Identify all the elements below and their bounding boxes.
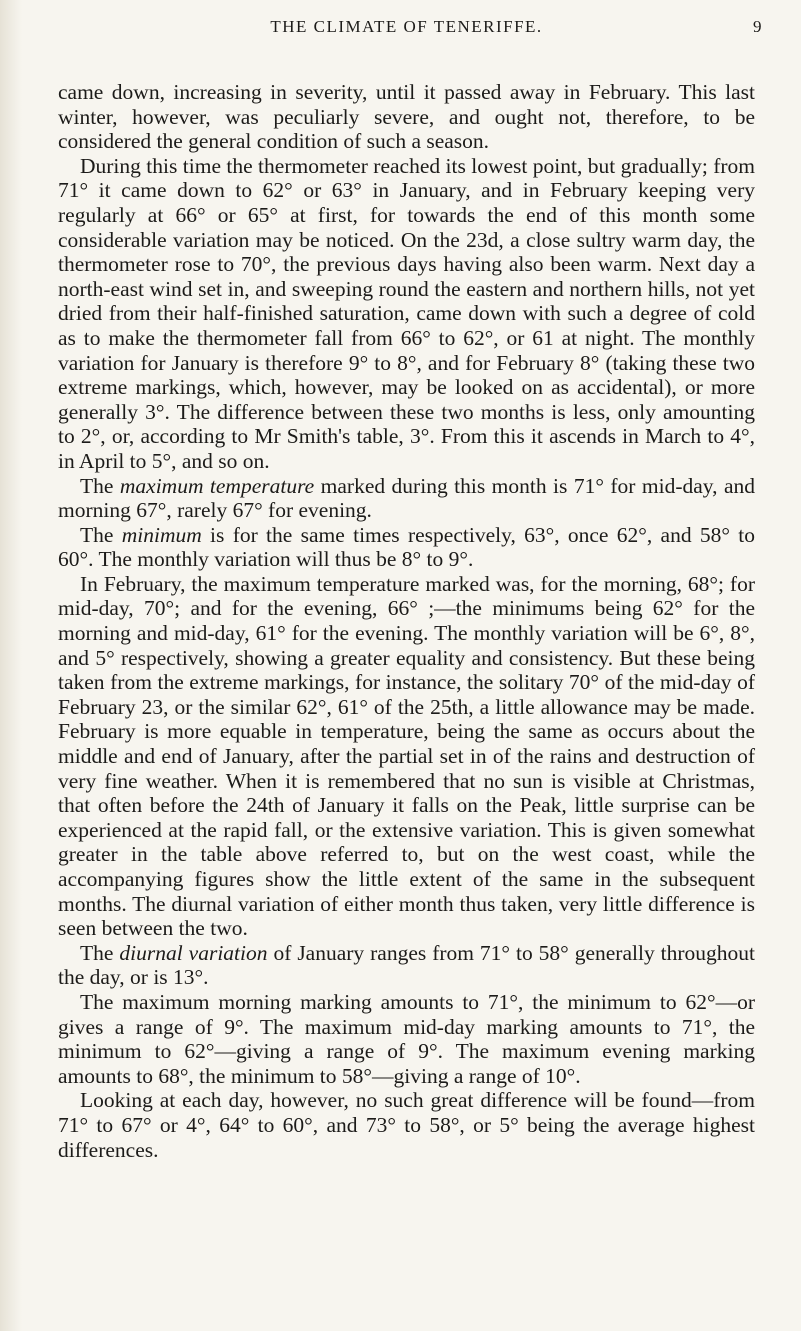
italic-term: minimum xyxy=(121,522,202,547)
paragraph-text: The xyxy=(80,522,122,547)
paragraph-text: of January ranges from 71° to 58° generally throughout the day, or is 13°. xyxy=(58,940,756,990)
paragraph-text: The maximum morning marking amounts to 71°, the minimum to 62°—or gives a range of 9°. The maximum mid-day marking amounts to 71°, the minimum to 62°—giving a range of 9°. The maximum evening marking amounts to 68°, the minimum to 58°—giving a range of 10°. xyxy=(58,989,755,1088)
paragraph xyxy=(58,154,755,474)
italic-term: diurnal variation xyxy=(119,940,268,965)
paragraph-text: The xyxy=(80,940,120,965)
body-text xyxy=(58,80,755,1162)
paragraph-text: is for the same times respectively, 63°, once 62°, and 58° to 60°. The monthly variation will thus be 8° to 9°. xyxy=(58,522,755,572)
running-head-title: THE CLIMATE OF TENERIFFE. xyxy=(270,17,543,36)
paragraph xyxy=(58,80,755,154)
paragraph xyxy=(58,523,755,572)
paragraph xyxy=(58,941,755,990)
italic-term: maximum temperature xyxy=(119,473,315,498)
paragraph-text: The xyxy=(80,473,120,498)
page-number: 9 xyxy=(753,17,763,36)
paragraph xyxy=(58,990,755,1088)
paragraph xyxy=(58,1088,755,1162)
paragraph-text: During this time the thermometer reached its lowest point, but gradually; from 71° it came down to 62° or 63° in January, and in February keeping very regularly at 66° or 65° at first, for towards the end of this month some considerable variation may be noticed. On the 23d, a close sultry warm day, the thermometer rose to 70°, the previous days having also been warm. Next day a north-east wind set in, and sweeping round the eastern and northern hills, not yet dried from their half-finished saturation, came down with such a degree of cold as to make the thermometer fall from 66° to 62°, or 61 at night. The monthly variation for January is therefore 9° to 8°, and for February 8° (taking these two extreme markings, which, however, may be looked on as accidental), or more generally 3°. The difference between these two months is less, only amounting to 2°, or, according to Mr Smith's table, 3°. From this it ascends in March to 4°, in April to 5°, and so on. xyxy=(58,153,755,473)
running-head xyxy=(58,0,763,50)
paragraph-text: came down, increasing in severity, until it passed away in February. This last winter, however, was peculiarly severe, and ought not, therefore, to be considered the general condition of such a season. xyxy=(58,80,755,154)
paragraph xyxy=(58,572,755,941)
paragraph-text: Looking at each day, however, no such great difference will be found—from 71° to 67° or 4°, 64° to 60°, and 73° to 58°, or 5° being the average highest differences. xyxy=(58,1088,755,1162)
paragraph-text: In February, the maximum temperature marked was, for the morning, 68°; for mid-day, 70°; and for the evening, 66° ;—the minimums being 62° for the morning and mid-day, 61° for the evening. The monthly variation will be 6°, 8°, and 5° respectively, showing a greater equality and consistency. But these being taken from the extreme markings, for instance, the solitary 70° of the mid-day of February 23, or the similar 62°, 61° of the 25th, a little allowance may be made. February is more equable in temperature, being the same as occurs about the middle and end of January, after the partial set in of the rains and destruction of very fine weather. When it is remembered that no sun is visible at Christmas, that often before the 24th of January it falls on the Peak, little surprise can be experienced at the rapid fall, or the extensive variation. This is given somewhat greater in the table above referred to, but on the west coast, while the accompanying figures show the little extent of the same in the subsequent months. The diurnal variation of either month thus taken, very little difference is seen between the two. xyxy=(58,571,755,941)
paragraph-text: marked during this month is 71° for mid-day, and morning 67°, rarely 67° for evening. xyxy=(58,473,755,523)
paragraph xyxy=(58,474,755,523)
